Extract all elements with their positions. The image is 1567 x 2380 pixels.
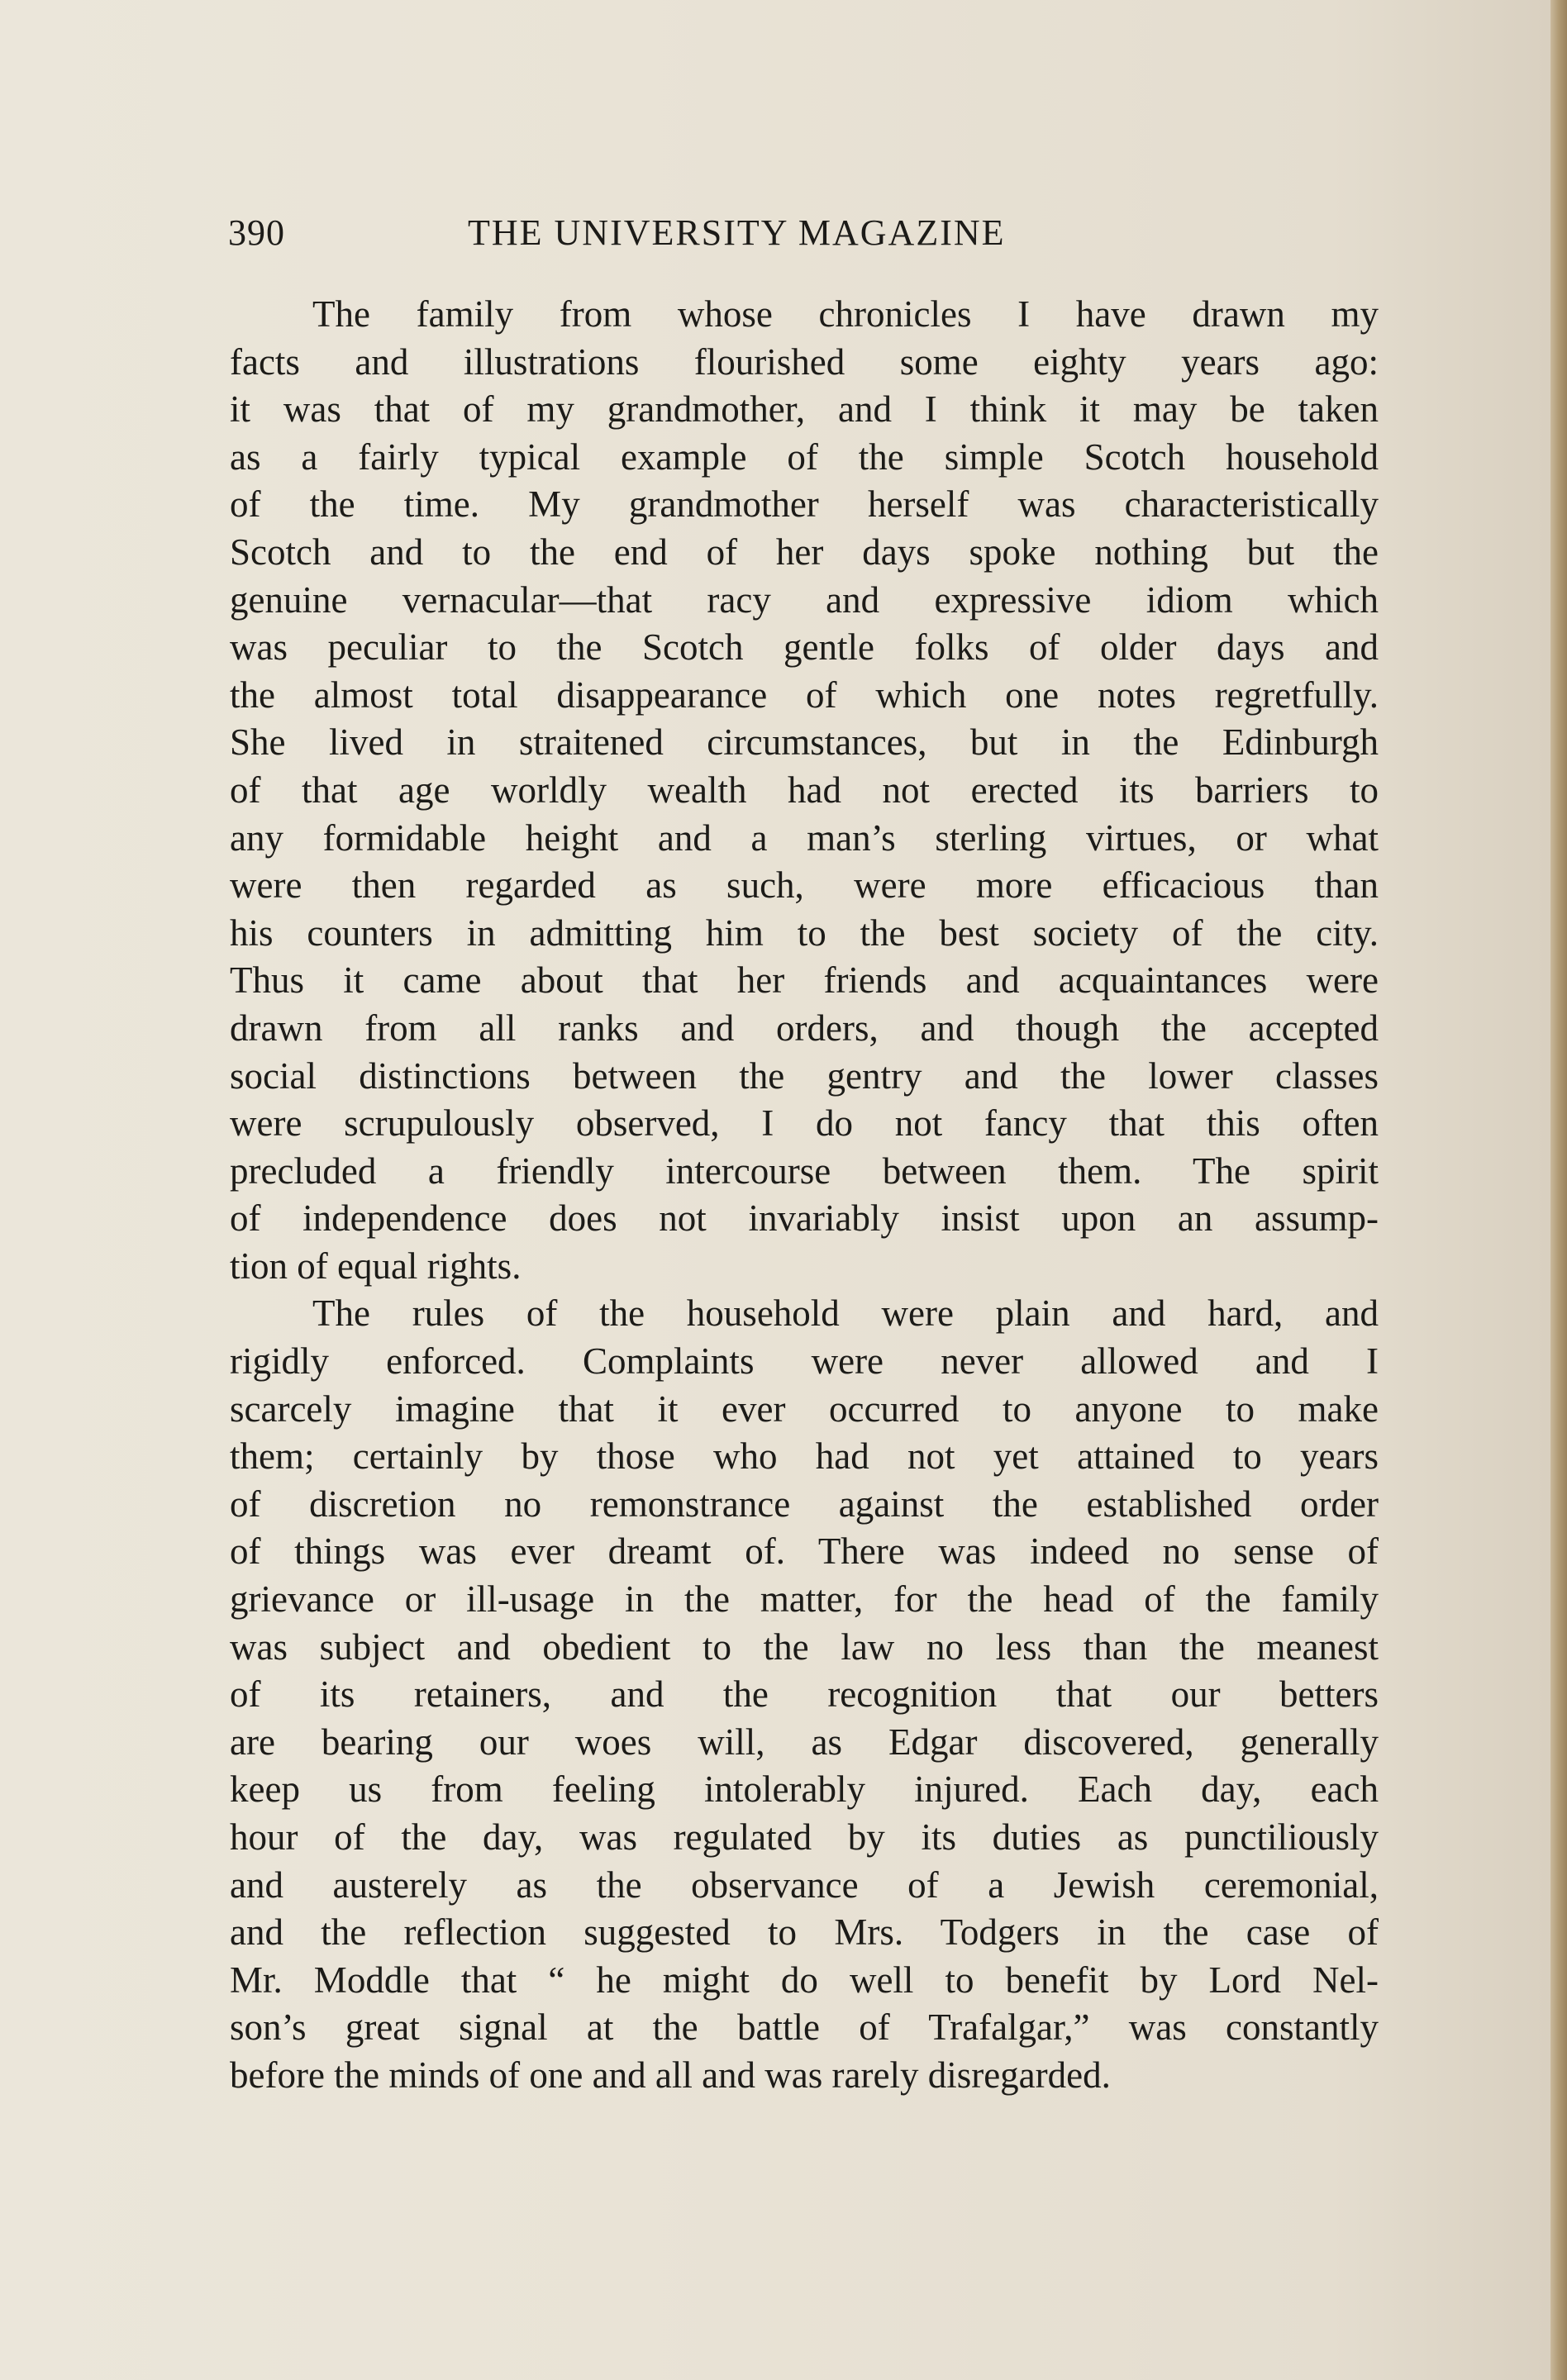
page-number: 390: [228, 212, 285, 253]
text-line: were then regarded as such, were more efficacious than: [230, 864, 1379, 907]
text-line: Thus it came about that her friends and acquaintances were: [230, 959, 1379, 1002]
text-line: keep us from feeling intolerably injured. Each day, each: [230, 1768, 1379, 1811]
text-line: of its retainers, and the recognition that our betters: [230, 1673, 1379, 1716]
running-head: [228, 212, 1377, 261]
text-line: the almost total disappearance of which one notes regretfully.: [230, 674, 1379, 716]
text-line: of that age worldly wealth had not erected its barriers to: [230, 769, 1379, 811]
text-line: social distinctions between the gentry and the lower classes: [230, 1054, 1379, 1097]
journal-title: THE UNIVERSITY MAGAZINE: [468, 212, 1006, 253]
text-line: She lived in straitened circumstances, but in the Edinburgh: [230, 721, 1379, 764]
text-line: of things was ever dreamt of. There was indeed no sense of: [230, 1530, 1379, 1573]
text-line: Scotch and to the end of her days spoke nothing but the: [230, 531, 1379, 573]
text-line: it was that of my grandmother, and I think it may be taken: [230, 388, 1379, 431]
text-line: facts and illustrations flourished some eighty years ago:: [230, 340, 1379, 383]
text-line: rigidly enforced. Complaints were never allowed and I: [230, 1340, 1379, 1383]
text-line: are bearing our woes will, as Edgar discovered, generally: [230, 1721, 1379, 1763]
page-edge-shadow: [1550, 0, 1567, 2380]
text-line: and the reflection suggested to Mrs. Todgers in the case of: [230, 1911, 1379, 1954]
text-line: was subject and obedient to the law no less than the meanest: [230, 1626, 1379, 1668]
text-line: was peculiar to the Scotch gentle folks of older days and: [230, 626, 1379, 669]
body-text: [230, 291, 1379, 2100]
text-line: The rules of the household were plain and hard, and: [312, 1292, 1379, 1335]
text-line: tion of equal rights.: [230, 1245, 522, 1287]
text-line: son’s great signal at the battle of Trafalgar,” was constantly: [230, 2006, 1379, 2049]
text-line: them; certainly by those who had not yet attained to years: [230, 1435, 1379, 1478]
paragraph-2: [230, 1290, 1379, 2099]
text-line: drawn from all ranks and orders, and though the accepted: [230, 1007, 1379, 1049]
text-line: precluded a friendly intercourse between them. The spirit: [230, 1150, 1379, 1192]
text-line: The family from whose chronicles I have drawn my: [312, 293, 1379, 335]
text-line: genuine vernacular—that racy and expressive idiom which: [230, 578, 1379, 621]
text-line: scarcely imagine that it ever occurred to anyone to make: [230, 1388, 1379, 1430]
text-line: were scrupulously observed, I do not fancy that this often: [230, 1102, 1379, 1145]
text-line: of the time. My grandmother herself was characteristically: [230, 483, 1379, 526]
text-line: grievance or ill-usage in the matter, for the head of the family: [230, 1578, 1379, 1621]
text-line: Mr. Moddle that “ he might do well to benefit by Lord Nel-: [230, 1959, 1379, 2001]
text-line: and austerely as the observance of a Jewish ceremonial,: [230, 1864, 1379, 1906]
text-line: hour of the day, was regulated by its duties as punctiliously: [230, 1816, 1379, 1858]
text-line: of independence does not invariably insist upon an assump-: [230, 1197, 1379, 1240]
paragraph-1: [230, 291, 1379, 1290]
text-line: his counters in admitting him to the best society of the city.: [230, 912, 1379, 954]
text-line: any formidable height and a man’s sterling virtues, or what: [230, 816, 1379, 859]
text-line: of discretion no remonstrance against the established order: [230, 1483, 1379, 1525]
text-line: before the minds of one and all and was rarely disregarded.: [230, 2054, 1111, 2096]
text-line: as a fairly typical example of the simple Scotch household: [230, 436, 1379, 478]
